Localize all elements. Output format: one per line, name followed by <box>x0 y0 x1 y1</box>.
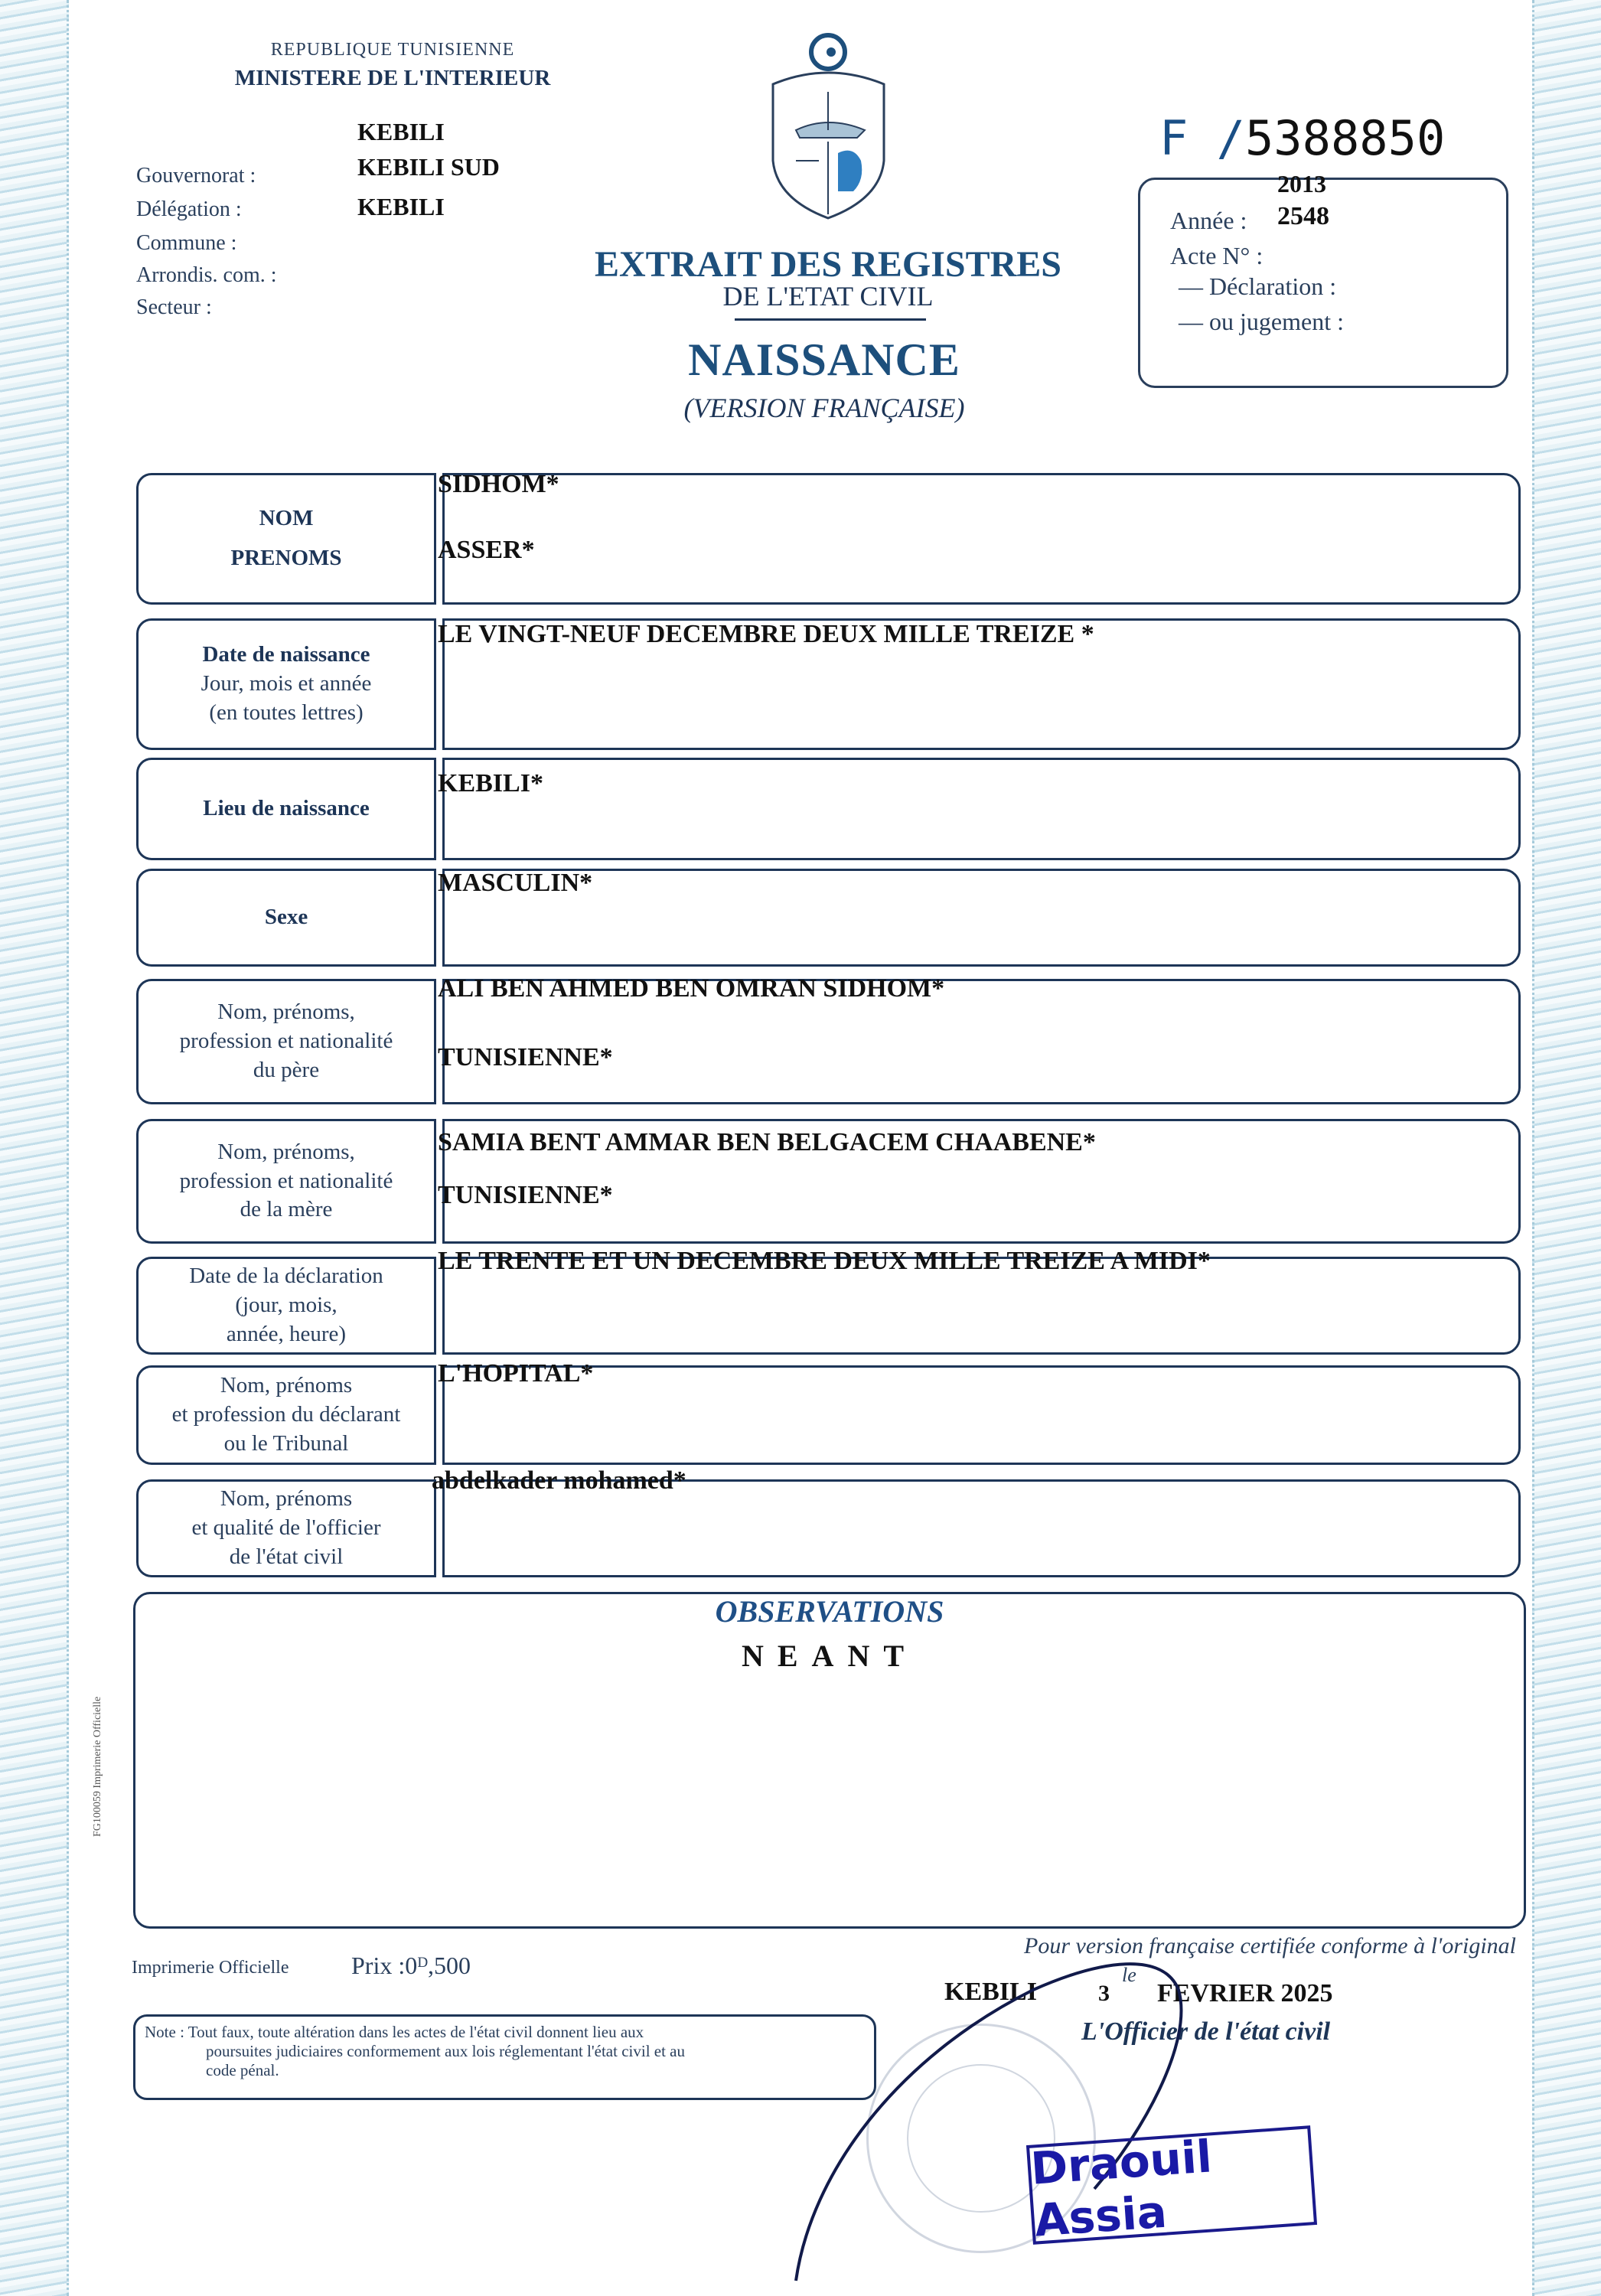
lieu-naissance-value: KEBILI* <box>438 769 543 797</box>
gouvernorat-label: Gouvernorat : <box>136 164 256 188</box>
label-line: profession et nationalité <box>179 1168 393 1193</box>
row-label-sexe <box>136 869 436 967</box>
row-label-declarant <box>136 1365 436 1465</box>
row-label-mere <box>136 1119 436 1244</box>
label-line: Lieu de naissance <box>203 796 370 821</box>
le-label: le <box>1122 1964 1136 1986</box>
note-line: poursuites judiciaires conformement aux lois réglementant l'état civil et au <box>206 2042 686 2061</box>
note-line: Note : Tout faux, toute altération dans les actes de l'état civil donnent lieu aux <box>145 2023 644 2041</box>
label-line: ou le Tribunal <box>223 1430 349 1456</box>
label-line: Nom, prénoms, <box>217 1000 355 1025</box>
certificate-type: NAISSANCE <box>688 334 960 385</box>
row-value-box <box>442 1365 1521 1465</box>
date-value: FEVRIER 2025 <box>1157 1979 1333 2007</box>
pere-nom-value: ALI BEN AHMED BEN OMRAN SIDHOM* <box>438 974 945 1003</box>
acte-number-value: 2548 <box>1277 202 1329 230</box>
label-line: et profession du déclarant <box>171 1402 401 1427</box>
declaration-label: — Déclaration : <box>1179 272 1337 300</box>
label-line: Nom, prénoms, <box>217 1139 355 1164</box>
note-line: code pénal. <box>206 2061 279 2080</box>
jugement-label: — ou jugement : <box>1179 308 1344 335</box>
place-value: KEBILI <box>944 1978 1037 2006</box>
nom-value: SIDHOM* <box>438 470 559 498</box>
mere-nom-value: SAMIA BENT AMMAR BEN BELGACEM CHAABENE* <box>438 1128 1096 1156</box>
label-line: Date de naissance <box>202 642 370 667</box>
republic-heading: REPUBLIQUE TUNISIENNE <box>270 40 515 60</box>
serial-digits: 5388850 <box>1244 110 1446 166</box>
gouvernorat-value: KEBILI <box>357 118 445 145</box>
observations-value: NEANT <box>741 1639 918 1673</box>
label-line: du père <box>253 1057 320 1082</box>
row-label-date-naissance <box>136 618 436 750</box>
delegation-label: Délégation : <box>136 197 242 221</box>
secteur-label: Secteur : <box>136 295 212 319</box>
label-line: de la mère <box>240 1197 333 1222</box>
label-line: Date de la déclaration <box>189 1264 383 1289</box>
label-line: année, heure) <box>226 1321 347 1346</box>
document-title: EXTRAIT DES REGISTRES <box>594 244 1062 285</box>
label-line: PRENOMS <box>230 546 342 570</box>
label-line: de l'état civil <box>229 1544 344 1569</box>
annee-value: 2013 <box>1277 170 1326 197</box>
label-line: Nom, prénoms <box>220 1486 353 1512</box>
officer-title: L'Officier de l'état civil <box>1081 2017 1331 2046</box>
arrondissement-label: Arrondis. com. : <box>136 263 277 287</box>
signature-icon <box>781 1944 1393 2296</box>
price-label: Prix :0ᴰ,500 <box>351 1952 471 1979</box>
certification-text: Pour version française certifiée conforme à l'original <box>1024 1933 1516 1958</box>
commune-label: Commune : <box>136 231 237 255</box>
date-declaration-value: LE TRENTE ET UN DECEMBRE DEUX MILLE TREIZE A MIDI* <box>438 1247 1211 1275</box>
decorative-border-right <box>1532 0 1601 2296</box>
version-label: (VERSION FRANÇAISE) <box>683 393 965 423</box>
label-line: (en toutes lettres) <box>209 700 364 725</box>
commune-value: KEBILI <box>357 193 445 220</box>
tunisia-coat-of-arms-icon <box>765 31 892 222</box>
decorative-border-left <box>0 0 69 2296</box>
observations-label: OBSERVATIONS <box>715 1594 944 1629</box>
label-line: (jour, mois, <box>235 1293 337 1318</box>
pere-nationalite-value: TUNISIENNE* <box>438 1043 613 1071</box>
row-label-date-declaration <box>136 1257 436 1355</box>
row-value-box <box>442 758 1521 860</box>
legal-note <box>133 2014 876 2100</box>
document-subtitle: DE L'ETAT CIVIL <box>722 281 934 311</box>
label-line: et qualité de l'officier <box>191 1515 381 1541</box>
printer-label: Imprimerie Officielle <box>132 1958 289 1978</box>
title-underline <box>735 318 926 321</box>
sexe-value: MASCULIN* <box>438 869 593 897</box>
label-line: Nom, prénoms <box>220 1373 353 1398</box>
label-line: Sexe <box>264 905 308 930</box>
declarant-value: L'HOPITAL* <box>438 1359 594 1388</box>
printer-code: FG100059 Imprimerie Officielle <box>92 1696 103 1837</box>
mere-nationalite-value: TUNISIENNE* <box>438 1181 613 1209</box>
prenoms-value: ASSER* <box>438 536 535 564</box>
serial-number <box>1159 112 1445 165</box>
row-label-lieu-naissance <box>136 758 436 860</box>
day-value: 3 <box>1098 1981 1110 2006</box>
label-line: profession et nationalité <box>179 1029 393 1054</box>
row-value-box <box>442 869 1521 967</box>
annee-label: Année : <box>1170 207 1247 234</box>
label-line: Jour, mois et année <box>201 671 372 696</box>
row-value-box <box>442 473 1521 605</box>
label-line: NOM <box>259 506 314 531</box>
delegation-value: KEBILI SUD <box>357 153 500 181</box>
serial-prefix: F / <box>1159 110 1245 166</box>
date-naissance-value: LE VINGT-NEUF DECEMBRE DEUX MILLE TREIZE * <box>438 620 1094 648</box>
row-label-pere <box>136 979 436 1104</box>
ministry-heading: MINISTERE DE L'INTERIEUR <box>234 66 551 90</box>
row-label-officier <box>136 1479 436 1577</box>
officier-value: abdelkader mohamed* <box>432 1466 686 1495</box>
acte-number-label: Acte N° : <box>1170 242 1264 269</box>
signatory-stamp: Draouil Assia <box>1026 2125 1317 2245</box>
row-label-nom-prenoms <box>136 473 436 605</box>
